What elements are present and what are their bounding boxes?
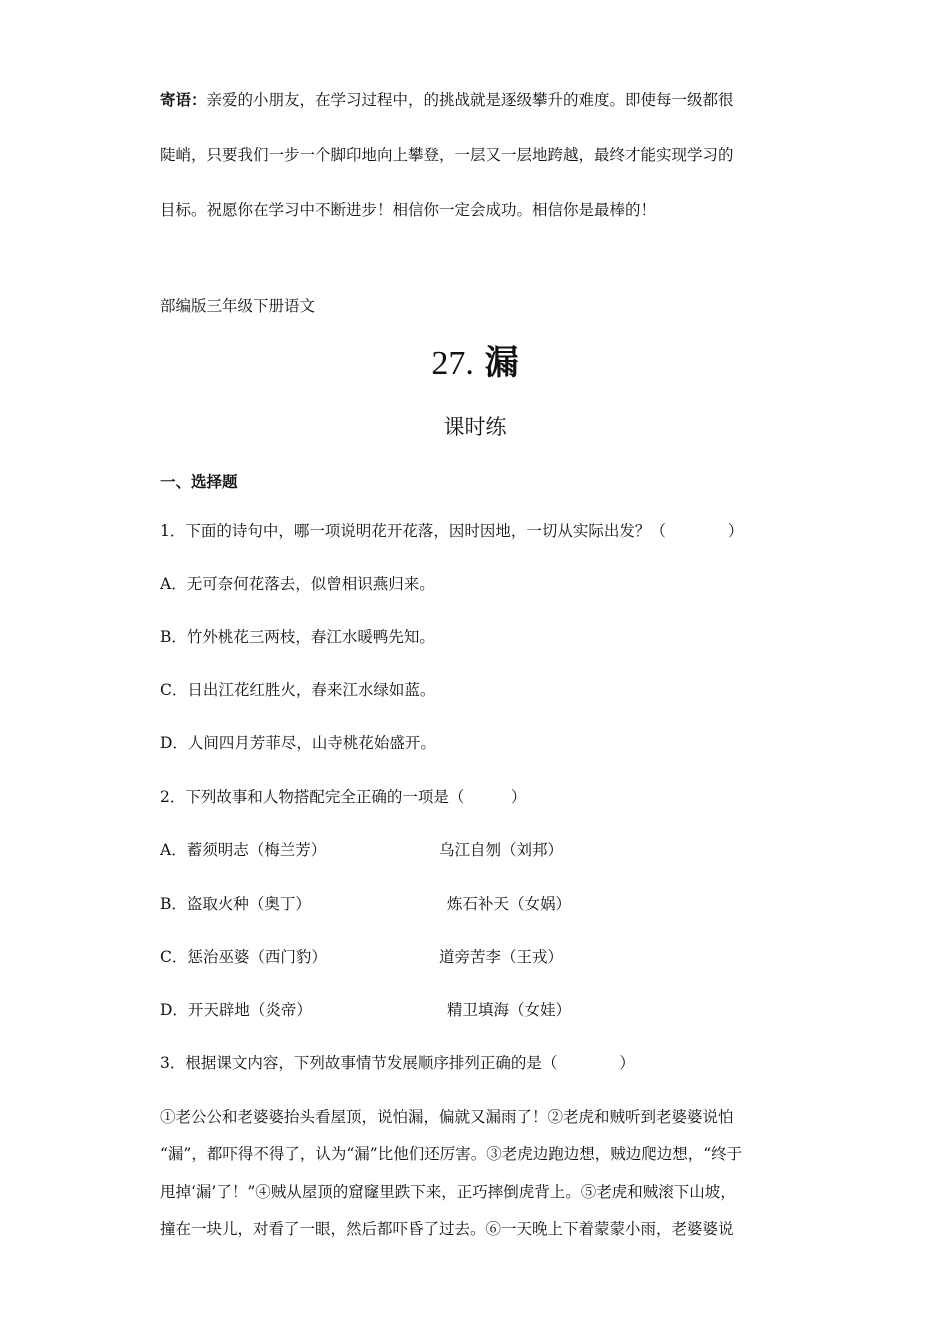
section-heading: 一、选择题 xyxy=(160,472,238,491)
intro-line-1 xyxy=(160,90,734,110)
q1-stem: 1．下面的诗句中，哪一项说明花开花落，因时因地，一切从实际出发？（ ） xyxy=(160,522,744,540)
q1-option-d: D．人间四月芳菲尽，山寺桃花始盛开。 xyxy=(160,734,436,752)
intro-line-2: 陡峭，只要我们一步一个脚印地向上攀登，一层又一层地跨越，最终才能实现学习的 xyxy=(160,146,734,164)
q2-option-b-left: B．盗取火种（奥丁） xyxy=(160,895,311,913)
intro-label: 寄语： xyxy=(160,90,207,109)
q2-option-c-right: 道旁苦李（王戎） xyxy=(439,948,564,966)
intro-text-1: 亲爱的小朋友，在学习过程中，的挑战就是逐级攀升的难度。即使每一级都很 xyxy=(206,91,734,109)
q3-stem: 3．根据课文内容，下列故事情节发展顺序排列正确的是（ ） xyxy=(160,1054,635,1072)
q2-option-a-right: 乌江自刎（刘邦） xyxy=(439,841,564,859)
q2-option-a-left: A．蓄须明志（梅兰芳） xyxy=(160,841,327,859)
q2-option-d-right: 精卫填海（女娃） xyxy=(447,1001,572,1019)
intro-line-3: 目标。祝愿你在学习中不断进步！相信你一定会成功。相信你是最棒的！ xyxy=(160,201,657,219)
q2-option-b-right: 炼石补天（女娲） xyxy=(447,895,572,913)
q3-passage-line-4: 撞在一块儿，对看了一眼，然后都吓昏了过去。⑥一天晚上下着蒙蒙小雨，老婆婆说 xyxy=(160,1220,734,1238)
q2-option-c-left: C．惩治巫婆（西门豹） xyxy=(160,948,327,966)
page-title xyxy=(0,343,950,384)
q1-option-b: B．竹外桃花三两枝，春江水暖鸭先知。 xyxy=(160,628,435,646)
course-label: 部编版三年级下册语文 xyxy=(160,297,316,315)
q3-passage-line-1: ①老公公和老婆婆抬头看屋顶，说怕漏，偏就又漏雨了！②老虎和贼听到老婆婆说怕 xyxy=(160,1108,734,1126)
lesson-title: 漏 xyxy=(484,343,519,383)
q2-option-d-left: D．开天辟地（炎帝） xyxy=(160,1001,312,1019)
q3-passage-line-3: 甩掉‘漏’了！”④贼从屋顶的窟窿里跌下来，正巧摔倒虎背上。⑤老虎和贼滚下山坡， xyxy=(160,1183,736,1201)
q2-stem: 2．下列故事和人物搭配完全正确的一项是（ ） xyxy=(160,788,527,806)
lesson-number: 27. xyxy=(431,345,474,382)
q3-passage-line-2: “漏”，都吓得不得了，认为“漏”比他们还厉害。③老虎边跑边想，贼边爬边想，“终于 xyxy=(160,1145,743,1163)
q1-option-c: C．日出江花红胜火，春来江水绿如蓝。 xyxy=(160,681,436,699)
q1-option-a: A．无可奈何花落去，似曾相识燕归来。 xyxy=(160,575,435,593)
page-subtitle: 课时练 xyxy=(443,415,507,439)
